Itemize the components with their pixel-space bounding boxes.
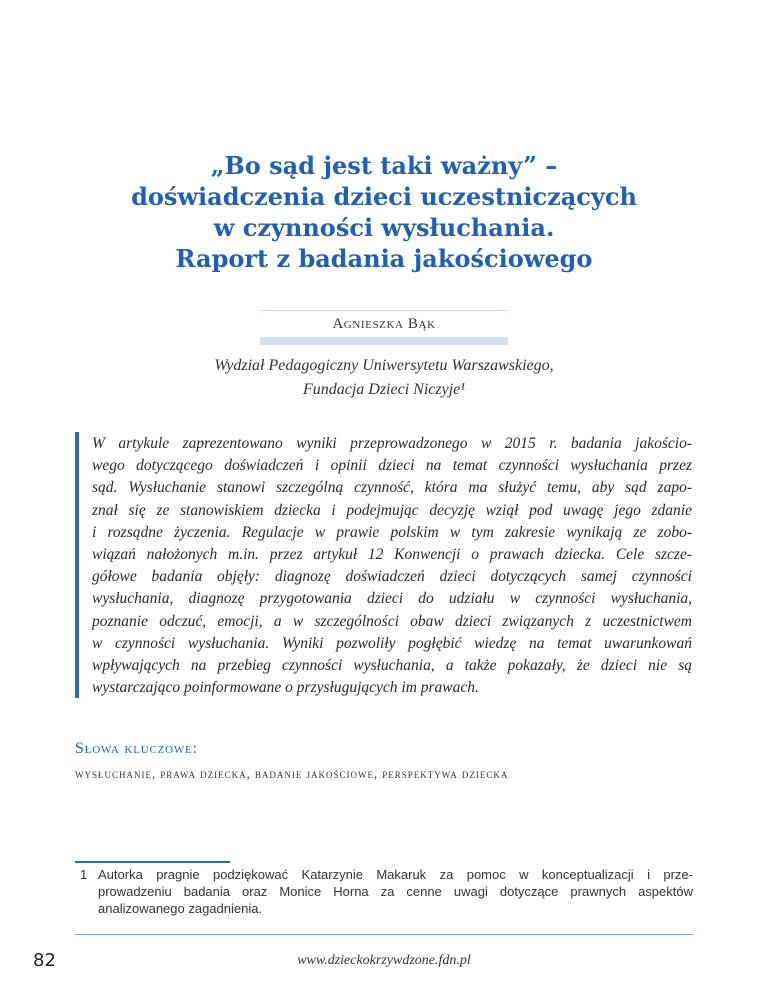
footnote-number: 1 — [80, 867, 88, 882]
abstract-line: gółowe badania objęły: diagnozę doświadczeń dzieci dotyczących samej czynności — [92, 568, 692, 586]
title-line: „Bo sąd jest taki ważny” – — [210, 151, 558, 180]
abstract-line: wpływających na przebieg czynności wysłuchania, a także pokazały, że dzieci nie są — [92, 657, 692, 675]
title-line: w czynności wysłuchania. — [213, 213, 555, 242]
abstract-line: wysłuchania, diagnozę przygotowania dzieci do udziału w czynności wysłuchania, — [92, 590, 692, 608]
footnote — [75, 866, 693, 917]
author-name: Agnieszka Bąk — [332, 316, 436, 332]
abstract-accent-bar — [75, 432, 79, 698]
affiliation-line: Fundacja Dzieci Niczyje¹ — [302, 381, 466, 398]
page-footer-rule — [75, 934, 693, 935]
affiliation — [0, 354, 768, 402]
footnote-line: Autorka pragnie podziękować Katarzynie Makaruk za pomoc w konceptualizacji i prze- — [98, 867, 693, 882]
keywords-label: Słowa kluczowe: — [75, 740, 198, 757]
abstract-line: W artykule zaprezentowano wyniki przeprowadzonego w 2015 r. badania jakościo- — [92, 435, 692, 452]
footer-website: www.dzieckokrzywdzone.fdn.pl — [297, 953, 471, 968]
abstract — [92, 433, 692, 699]
abstract-line: w czynności wysłuchania. Wyniki pozwoliły pogłębić wiedzę na temat uwarunkowań — [92, 634, 692, 652]
affiliation-line: Wydział Pedagogiczny Uniwersytetu Warszawskiego, — [214, 357, 554, 374]
abstract-line: wystarczająco poinformowane o przysługujących im prawach. — [92, 679, 479, 697]
abstract-line: wego dotyczącego doświadczeń i opinii dzieci na temat czynności wysłuchania przez — [92, 457, 692, 475]
keywords-list: wysłuchanie, prawa dziecka, badanie jakościowe, perspektywa dziecka — [75, 767, 509, 781]
author-rule-top — [260, 310, 508, 311]
page-number: 82 — [33, 950, 56, 971]
abstract-line: wiązań nałożonych m.in. przez artykuł 12 Konwencji o prawach dziecka. Cele szcze- — [92, 546, 692, 564]
footnote-rule — [75, 861, 230, 863]
title-line: Raport z badania jakościowego — [175, 244, 593, 273]
footnote-line: prowadzeniu badania oraz Monice Horna za cenne uwagi dotyczące prawnych aspektów — [98, 884, 693, 899]
abstract-line: i rozsądne życzenia. Regulacje w prawie polskim w tym zakresie wynikają ze zobo- — [92, 523, 692, 541]
author-rule-bottom — [260, 337, 508, 345]
footnote-line: analizowanego zagadnienia. — [98, 901, 263, 916]
title-line: doświadczenia dzieci uczestniczących — [131, 182, 637, 211]
abstract-line: poznanie odczuć, emocji, a w szczególności obaw dzieci związanych z uczestnictwem — [92, 612, 692, 630]
abstract-line: znał się ze stanowiskiem dziecka i podejmując decyzję wziął pod uwagę jego zdanie — [92, 501, 692, 519]
footnote-text — [98, 866, 693, 917]
article-title — [60, 150, 708, 274]
abstract-line: sąd. Wysłuchanie stanowi szczególną czynność, która ma służyć temu, aby sąd zapo- — [92, 479, 692, 497]
